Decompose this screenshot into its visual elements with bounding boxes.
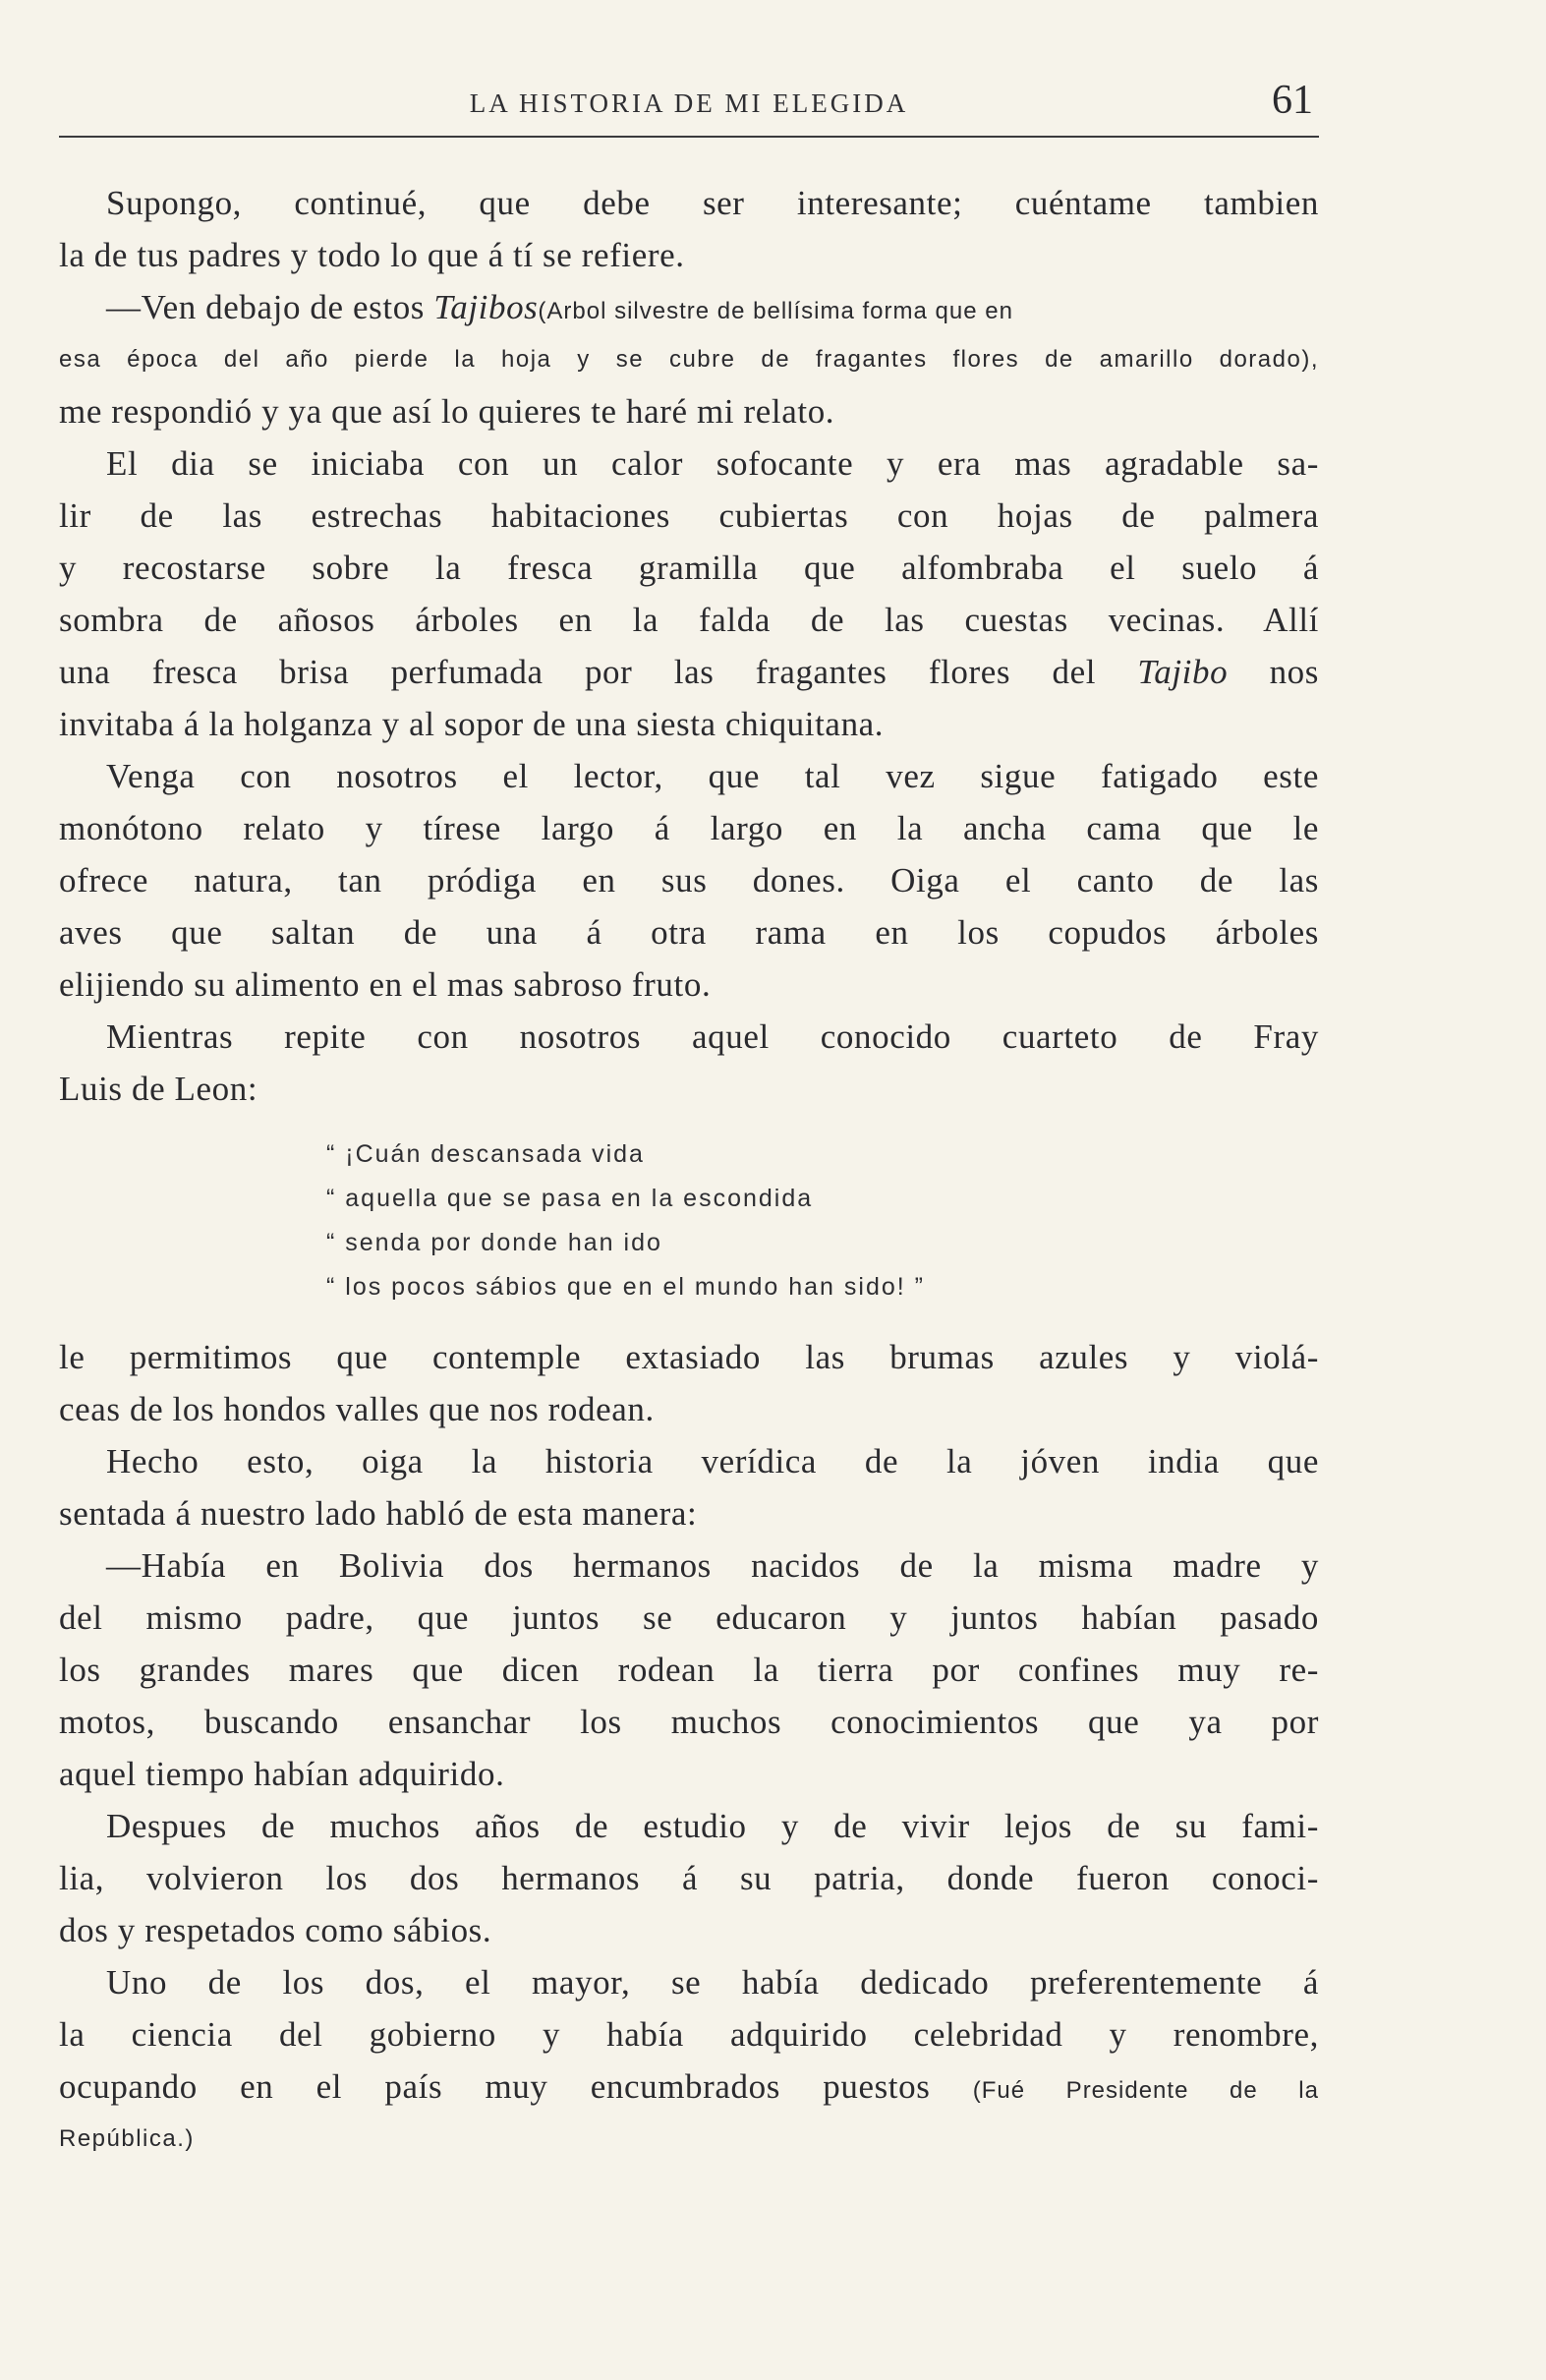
body-text (59, 177, 1319, 2165)
text-line: invitaba á la holganza y al sopor de una siesta chiquitana. (59, 705, 885, 743)
text-line: lia, volvieron los dos hermanos á su patria, donde fueron conoci- (59, 1859, 1319, 1897)
text-line: le permitimos que contemple extasiado las brumas azules y violá- (59, 1338, 1319, 1376)
text-line: la de tus padres y todo lo que á tí se refiere. (59, 236, 685, 274)
footnote-inline: (Arbol silvestre de bellísima forma que en (538, 298, 1013, 324)
text-line: la ciencia del gobierno y había adquirido celebridad y renombre, (59, 2015, 1319, 2054)
text-line: del mismo padre, que juntos se educaron y juntos habían pasado (59, 1598, 1319, 1637)
text-line: y recostarse sobre la fresca gramilla que alfombraba el suelo á (59, 549, 1319, 587)
text-line: lir de las estrechas habitaciones cubiertas con hojas de palmera (59, 496, 1319, 535)
text-line: Uno de los dos, el mayor, se había dedicado preferentemente á (106, 1963, 1319, 2002)
text-line: El dia se iniciaba con un calor sofocante y era mas agradable sa- (106, 444, 1319, 483)
italic-term: Tajibo (1137, 653, 1229, 691)
text-line: Luis de Leon: (59, 1070, 258, 1108)
text-line: Mientras repite con nosotros aquel conocido cuarteto de Fray (106, 1017, 1319, 1056)
text-line: Hecho esto, oiga la historia verídica de la jóven india que (106, 1442, 1319, 1480)
text-line: ofrece natura, tan pródiga en sus dones. Oiga el canto de las (59, 861, 1319, 900)
text-line: los grandes mares que dicen rodean la tierra por confines muy re- (59, 1651, 1319, 1689)
text-line: motos, buscando ensanchar los muchos conocimientos que ya por (59, 1703, 1319, 1741)
verse-line: “ los pocos sábios que en el mundo han sido! ” (326, 1273, 925, 1301)
text-line: Despues de muchos años de estudio y de vivir lejos de su fami- (106, 1807, 1319, 1845)
text-line: ceas de los hondos valles que nos rodean. (59, 1390, 655, 1428)
text-span: ocupando en el país muy encumbrados puestos (59, 2067, 931, 2106)
text-line: —Había en Bolivia dos hermanos nacidos de la misma madre y (106, 1546, 1319, 1585)
text-line: me respondió y ya que así lo quieres te haré mi relato. (59, 392, 835, 431)
text-line: esa época del año pierde la hoja y se cubre de fragantes flores de amarillo dorado), (59, 346, 1319, 373)
text-line (59, 281, 1319, 333)
text-line: dos y respetados como sábios. (59, 1911, 492, 1949)
text-line: sombra de añosos árboles en la falda de las cuestas vecinas. Allí (59, 601, 1319, 639)
text-span: nos (1269, 653, 1319, 691)
text-span: —Ven debajo de estos (106, 288, 426, 326)
text-line: sentada á nuestro lado habló de esta manera: (59, 1494, 698, 1533)
verse-line: “ aquella que se pasa en la escondida (326, 1185, 814, 1212)
text-line: Supongo, continué, que debe ser interesante; cuéntame tambien (106, 184, 1319, 222)
footnote-inline: (Fué Presidente de la (972, 2077, 1319, 2104)
text-line (59, 2061, 1319, 2113)
verse-line: “ ¡Cuán descansada vida (326, 1140, 645, 1168)
text-line: aquel tiempo habían adquirido. (59, 1755, 505, 1793)
text-span: una fresca brisa perfumada por las fragantes flores del (59, 653, 1097, 691)
page-number: 61 (1272, 78, 1313, 123)
verse-quatrain (59, 1132, 1319, 1309)
text-line: monótono relato y tírese largo á largo en la ancha cama que le (59, 809, 1319, 847)
text-line: Venga con nosotros el lector, que tal vez sigue fatigado este (106, 757, 1319, 795)
text-line: elijiendo su alimento en el mas sabroso fruto. (59, 965, 712, 1004)
italic-term: Tajibos (433, 288, 539, 326)
text-line: aves que saltan de una á otra rama en los copudos árboles (59, 913, 1319, 952)
running-title: LA HISTORIA DE MI ELEGIDA (469, 88, 909, 118)
text-line: República.) (59, 2125, 195, 2152)
text-line (59, 646, 1319, 698)
page-header (59, 77, 1319, 138)
verse-line: “ senda por donde han ido (326, 1229, 662, 1256)
